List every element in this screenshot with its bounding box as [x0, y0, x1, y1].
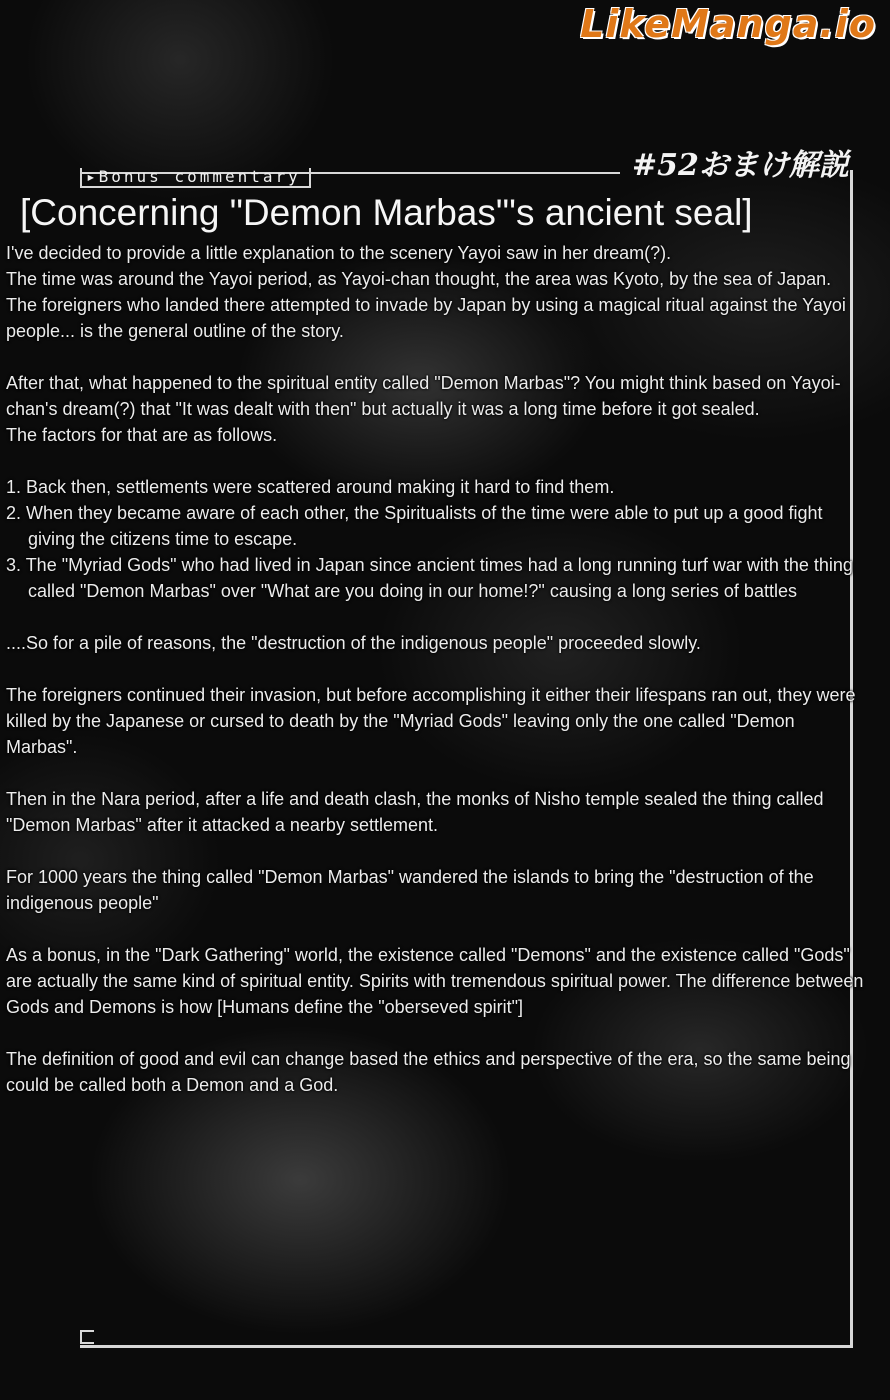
commentary-body: [6, 240, 866, 1124]
bonus-commentary-label: ▸Bonus commentary: [80, 168, 311, 188]
frame-corner-ornament: [80, 1330, 94, 1344]
paragraph-aftermath: After that, what happened to the spiritual entity called "Demon Marbas"? You might think based on Yayoi-chan's dream(?) that "It was dealt with then" but actually it was a long time before it got sealed. The factors for that are as follows.: [6, 373, 841, 445]
paragraph-nara-period: Then in the Nara period, after a life and death clash, the monks of Nisho temple sealed the thing called "Demon Marbas" after it attacked a nearby settlement.: [6, 789, 824, 835]
paragraph-bonus-note: As a bonus, in the "Dark Gathering" world, the existence called "Demons" and the existence called "Gods" are actually the same kind of spiritual entity. Spirits with tremendous spiritual power. The difference between Gods and Demons is how [Humans define the "oberseved spirit"]: [6, 945, 864, 1017]
list-item: 2. When they became aware of each other, the Spiritualists of the time were able to put up a good fight giving the citizens time to escape.: [6, 503, 823, 549]
paragraph-invasion: The foreigners continued their invasion, but before accomplishing it either their lifespans ran out, they were killed by the Japanese or cursed to death by the "Myriad Gods" leaving only the one called "Demon Marbas".: [6, 685, 856, 757]
list-item: 1. Back then, settlements were scattered around making it hard to find them.: [6, 477, 615, 497]
site-watermark-logo: LikeManga.io: [580, 2, 876, 46]
factors-list: [6, 474, 866, 604]
list-item: 3. The "Myriad Gods" who had lived in Japan since ancient times had a long running turf war with the thing called "Demon Marbas" over "What are you doing in our home!?" causing a long series of battles: [6, 555, 853, 601]
paragraph-wandering: For 1000 years the thing called "Demon Marbas" wandered the islands to bring the "destruction of the indigenous people": [6, 867, 814, 913]
paragraph-intro: I've decided to provide a little explanation to the scenery Yayoi saw in her dream(?). The time was around the Yayoi period, as Yayoi-chan thought, the area was Kyoto, by the sea of Japan. The foreigners who landed there attempted to invade by Japan by using a magical ritual against the Yayoi people... is the general outline of the story.: [6, 243, 846, 341]
commentary-title: [Concerning "Demon Marbas"'s ancient seal]: [20, 192, 753, 233]
chapter-bonus-tag: #52おまけ解説: [632, 148, 849, 183]
paragraph-reasons: ....So for a pile of reasons, the "destruction of the indigenous people" proceeded slowly.: [6, 633, 701, 653]
paragraph-good-evil: The definition of good and evil can change based the ethics and perspective of the era, so the same being could be called both a Demon and a God.: [6, 1049, 851, 1095]
